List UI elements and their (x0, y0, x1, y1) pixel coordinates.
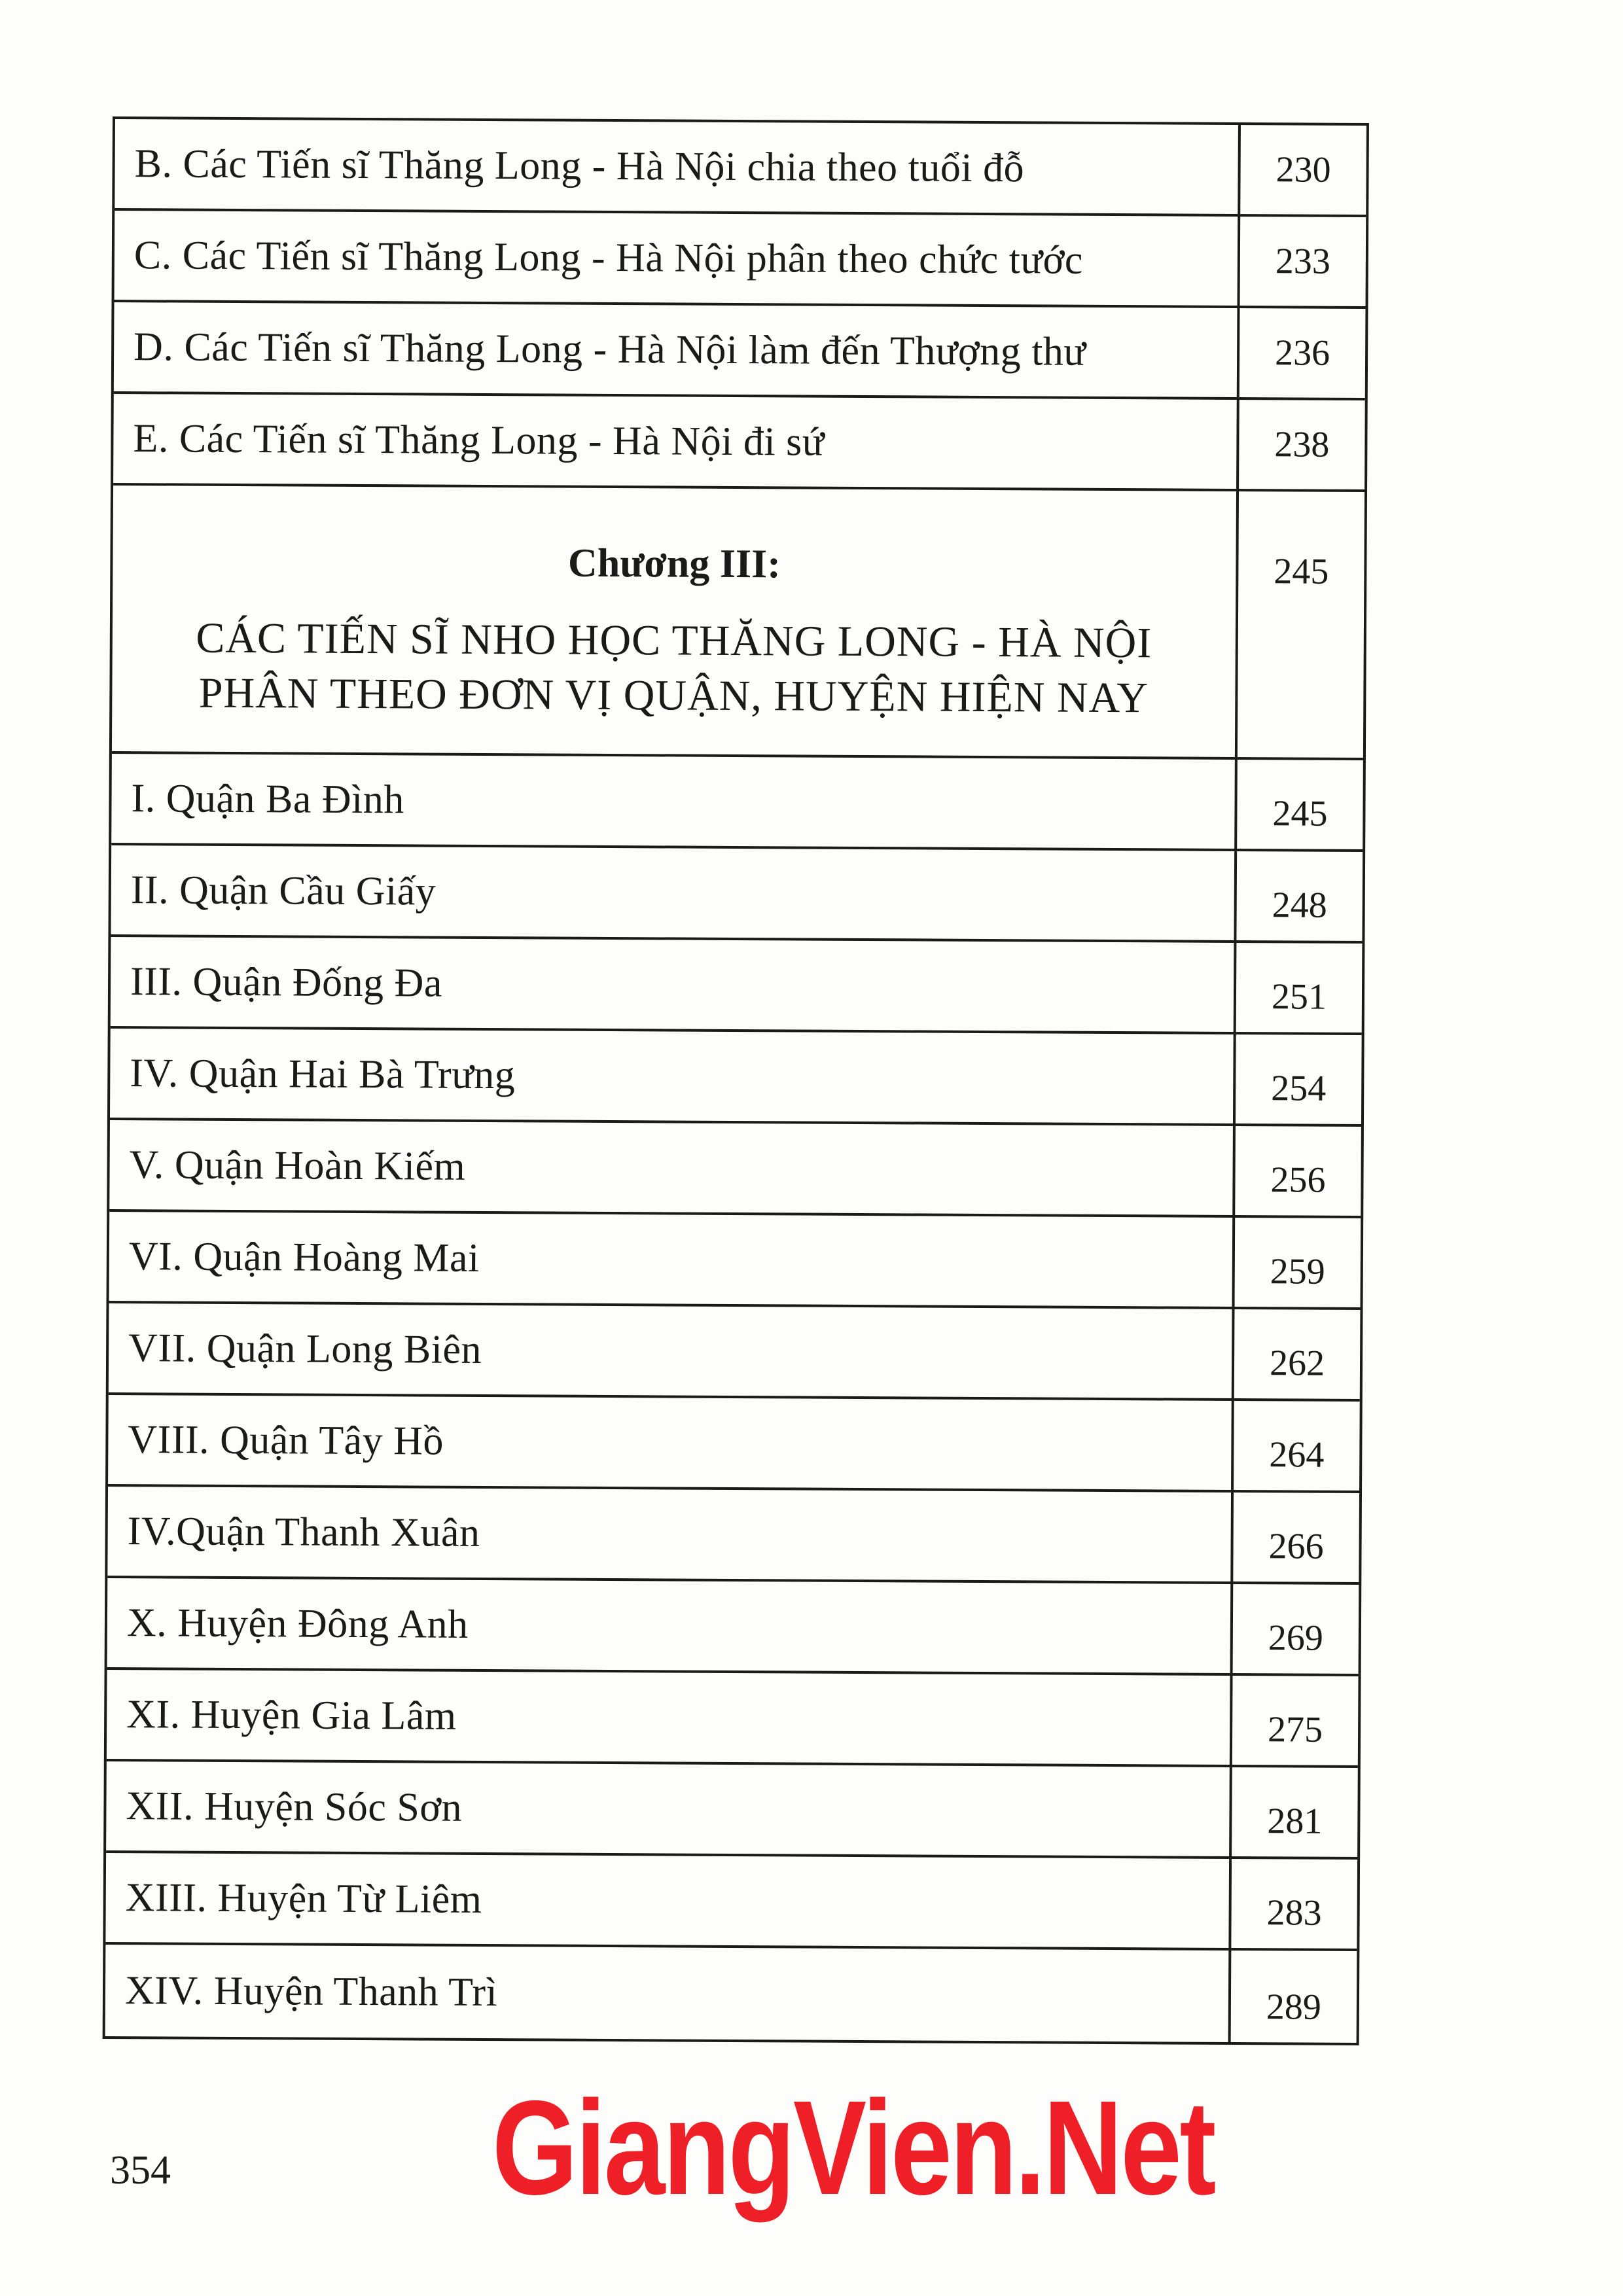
toc-row (107, 1578, 1359, 1676)
toc-entry-title: XIV. Huyện Thanh Trì (105, 1945, 1232, 2042)
toc-entry-title: D. Các Tiến sĩ Thăng Long - Hà Nội làm đến Thượng thư (114, 302, 1240, 397)
toc-entry-title: II. Quận Cầu Giấy (111, 845, 1237, 940)
toc-entry-page: 236 (1274, 332, 1330, 374)
toc-entry-page: 233 (1275, 241, 1331, 282)
toc-entry-page: 262 (1269, 1343, 1325, 1384)
toc-entry-title: VI. Quận Hoàng Mai (109, 1212, 1236, 1307)
toc-entry-page: 283 (1266, 1892, 1322, 1934)
chapter-title-line: CÁC TIẾN SĨ NHO HỌC THĂNG LONG - HÀ NỘI (196, 614, 1152, 667)
chapter-label: Chương III: (567, 540, 781, 587)
toc-entry-page: 259 (1270, 1251, 1325, 1292)
toc-row (115, 119, 1366, 217)
toc-row (110, 1029, 1362, 1127)
toc-row (111, 754, 1363, 852)
toc-row (109, 1303, 1361, 1402)
toc-entry-page: 256 (1270, 1159, 1326, 1201)
toc-entry-title: XII. Huyện Sóc Sơn (106, 1761, 1232, 1856)
toc-row (107, 1670, 1359, 1768)
toc-chapter-row (112, 486, 1364, 760)
toc-entry-title: III. Quận Đống Đa (111, 937, 1237, 1032)
toc-row (113, 394, 1365, 492)
toc-entry-title: XIII. Huyện Từ Liêm (105, 1853, 1232, 1948)
toc-entry-title: E. Các Tiến sĩ Thăng Long - Hà Nội đi sứ (113, 394, 1240, 489)
toc-entry-page: 281 (1267, 1801, 1323, 1842)
toc-entry-title: XI. Huyện Gia Lâm (107, 1670, 1233, 1765)
toc-entry-page: 269 (1268, 1617, 1324, 1659)
chapter-heading (112, 486, 1239, 757)
toc-row (109, 1120, 1361, 1218)
page-number: 354 (110, 2148, 171, 2193)
toc-entry-title: IV. Quận Hai Bà Trưng (110, 1029, 1236, 1123)
toc-entry-title: X. Huyện Đông Anh (107, 1578, 1234, 1673)
toc-entry-page: 266 (1268, 1526, 1324, 1567)
toc-entry-page: 245 (1272, 793, 1328, 834)
toc-entry-title: I. Quận Ba Đình (111, 754, 1238, 849)
toc-entry-title: VII. Quận Long Biên (109, 1303, 1235, 1398)
toc-entry-title: C. Các Tiến sĩ Thăng Long - Hà Nội phân theo chức tước (115, 211, 1241, 306)
toc-row (105, 1945, 1357, 2043)
toc-row (106, 1761, 1358, 1860)
toc-row (111, 937, 1363, 1035)
watermark-logo: GiangVien.Net (492, 2073, 1215, 2223)
toc-entry-page: 230 (1275, 149, 1331, 190)
toc-entry-page: 245 (1274, 551, 1329, 592)
toc-entry-page: 248 (1272, 885, 1327, 926)
toc-entry-title: B. Các Tiến sĩ Thăng Long - Hà Nội chia theo tuổi đỗ (115, 119, 1241, 214)
toc-entry-page: 275 (1267, 1709, 1323, 1750)
toc-entry-page: 254 (1271, 1068, 1327, 1109)
toc-entry-title: VIII. Quận Tây Hồ (108, 1395, 1234, 1490)
toc-row (109, 1212, 1361, 1310)
toc-entry-page: 289 (1266, 1987, 1322, 2028)
toc-row (105, 1853, 1357, 1951)
toc-entry-title: IV.Quận Thanh Xuân (107, 1487, 1234, 1581)
toc-entry-page: 251 (1271, 976, 1327, 1017)
toc-row (108, 1395, 1360, 1493)
chapter-title-line: PHÂN THEO ĐƠN VỊ QUẬN, HUYỆN HIỆN NAY (198, 669, 1149, 722)
toc-entry-title: V. Quận Hoàn Kiếm (109, 1120, 1236, 1215)
toc-row (111, 845, 1363, 944)
toc-entry-page: 238 (1274, 424, 1330, 465)
table-of-contents (103, 116, 1369, 2045)
toc-entry-page: 264 (1269, 1434, 1325, 1475)
toc-row (107, 1487, 1359, 1585)
toc-row (114, 302, 1366, 400)
chapter-title (196, 611, 1152, 726)
toc-row (115, 211, 1366, 309)
